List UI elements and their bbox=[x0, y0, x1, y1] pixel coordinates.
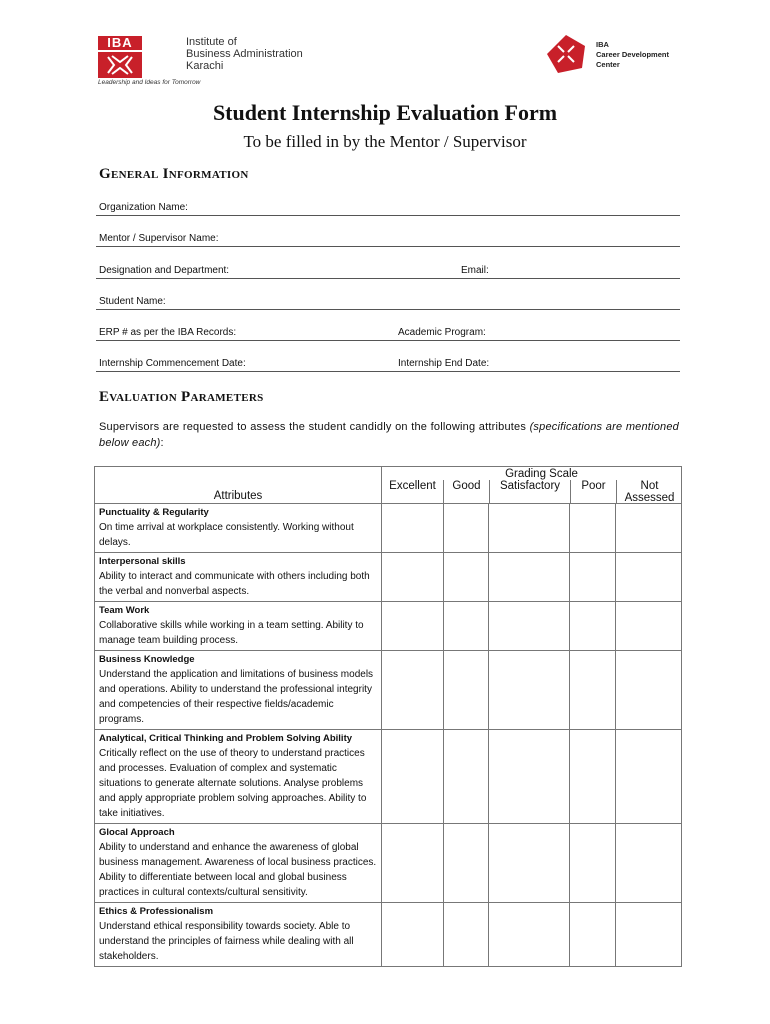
grade-cell-poor[interactable] bbox=[570, 651, 616, 730]
grade-cell-satisfactory[interactable] bbox=[489, 504, 570, 553]
attributes-header: Attributes bbox=[95, 467, 382, 504]
evaluation-parameters-heading: Evaluation Parameters bbox=[99, 389, 264, 405]
attribute-description: Collaborative skills while working in a team setting. Ability to manage team building process. bbox=[99, 620, 364, 646]
institute-line-3: Karachi bbox=[186, 60, 224, 72]
grade-cell-not-assessed[interactable] bbox=[616, 903, 682, 967]
iba-emblem-icon bbox=[98, 52, 142, 78]
grade-cell-good[interactable] bbox=[443, 553, 489, 602]
table-row bbox=[95, 730, 682, 824]
table-row bbox=[95, 824, 682, 903]
erp-label: ERP # as per the IBA Records: bbox=[99, 327, 237, 338]
attribute-cell bbox=[95, 651, 382, 730]
grade-cell-satisfactory[interactable] bbox=[489, 824, 570, 903]
intro-text: Supervisors are requested to assess the student candidly on the following attributes bbox=[99, 421, 530, 433]
evaluation-intro bbox=[99, 419, 679, 451]
designation-label: Designation and Department: bbox=[99, 265, 230, 276]
grade-labels bbox=[381, 480, 682, 504]
table-row bbox=[95, 504, 682, 553]
grade-cell-poor[interactable] bbox=[570, 730, 616, 824]
attribute-description: Critically reflect on the use of theory to understand practices and processes. Evaluation of complex and systematic situations to generate alternate solutions. Analyse problems and apply appropriate problem solving approaches. Ability to take initiatives. bbox=[99, 748, 367, 819]
cdc-line-1: IBA bbox=[596, 40, 609, 49]
dates-row[interactable] bbox=[96, 353, 680, 372]
grade-cell-satisfactory[interactable] bbox=[489, 602, 570, 651]
grade-cell-good[interactable] bbox=[443, 730, 489, 824]
grade-satisfactory: Satisfactory bbox=[489, 480, 570, 504]
table-row bbox=[95, 903, 682, 967]
grade-cell-good[interactable] bbox=[443, 903, 489, 967]
iba-logo bbox=[98, 36, 303, 76]
attribute-description: On time arrival at workplace consistently. Working without delays. bbox=[99, 522, 354, 548]
attribute-name: Ethics & Professionalism bbox=[99, 906, 214, 917]
erp-program-row[interactable] bbox=[96, 322, 680, 341]
attribute-name: Business Knowledge bbox=[99, 654, 195, 665]
form-title: Student Internship Evaluation Form bbox=[212, 100, 558, 125]
grade-cell-poor[interactable] bbox=[570, 903, 616, 967]
email-label: Email: bbox=[461, 265, 489, 276]
grade-cell-good[interactable] bbox=[443, 602, 489, 651]
general-information-heading: General Information bbox=[99, 166, 249, 182]
grade-cell-good[interactable] bbox=[443, 504, 489, 553]
grade-cell-poor[interactable] bbox=[570, 824, 616, 903]
attribute-description: Ability to interact and communicate with others including both the verbal and nonverbal aspects. bbox=[99, 571, 370, 597]
grade-cell-excellent[interactable] bbox=[382, 651, 444, 730]
grade-cell-satisfactory[interactable] bbox=[489, 903, 570, 967]
attribute-name: Glocal Approach bbox=[99, 827, 175, 838]
attribute-cell bbox=[95, 824, 382, 903]
attribute-name: Interpersonal skills bbox=[99, 556, 186, 567]
grade-cell-not-assessed[interactable] bbox=[616, 824, 682, 903]
designation-email-row[interactable] bbox=[96, 260, 680, 279]
grade-cell-poor[interactable] bbox=[570, 602, 616, 651]
grade-cell-excellent[interactable] bbox=[382, 903, 444, 967]
grade-cell-satisfactory[interactable] bbox=[489, 553, 570, 602]
intro-italic: (specifications are mentioned below each) bbox=[99, 421, 679, 449]
grade-good: Good bbox=[443, 480, 489, 504]
grade-not-assessed: Not Assessed bbox=[616, 480, 682, 504]
grade-cell-good[interactable] bbox=[443, 824, 489, 903]
intro-end: : bbox=[160, 437, 164, 449]
iba-tagline: Leadership and Ideas for Tomorrow bbox=[98, 79, 201, 86]
grade-cell-excellent[interactable] bbox=[382, 602, 444, 651]
form-subtitle: To be filled in by the Mentor / Supervisor bbox=[243, 132, 527, 151]
grade-cell-not-assessed[interactable] bbox=[616, 553, 682, 602]
grade-cell-not-assessed[interactable] bbox=[616, 504, 682, 553]
attribute-cell bbox=[95, 903, 382, 967]
grade-cell-good[interactable] bbox=[443, 651, 489, 730]
grade-cell-excellent[interactable] bbox=[382, 504, 444, 553]
attribute-name: Analytical, Critical Thinking and Problem Solving Ability bbox=[99, 733, 353, 744]
attribute-name: Punctuality & Regularity bbox=[99, 507, 209, 518]
cdc-line-2: Career Development bbox=[596, 50, 669, 59]
mentor-label: Mentor / Supervisor Name: bbox=[99, 233, 219, 244]
cdc-logo-icon bbox=[546, 34, 586, 74]
evaluation-table bbox=[94, 466, 682, 967]
grade-cell-poor[interactable] bbox=[570, 504, 616, 553]
iba-institute-name bbox=[186, 36, 303, 72]
table-row bbox=[95, 651, 682, 730]
grade-cell-not-assessed[interactable] bbox=[616, 602, 682, 651]
cdc-line-3: Center bbox=[596, 60, 620, 69]
student-label: Student Name: bbox=[99, 296, 166, 307]
organization-field[interactable] bbox=[96, 197, 680, 216]
student-field[interactable] bbox=[96, 291, 680, 310]
iba-logo-mark bbox=[98, 36, 138, 76]
grade-cell-satisfactory[interactable] bbox=[489, 730, 570, 824]
grade-cell-poor[interactable] bbox=[570, 553, 616, 602]
grade-excellent: Excellent bbox=[381, 480, 443, 504]
grade-cell-excellent[interactable] bbox=[382, 553, 444, 602]
grade-poor: Poor bbox=[570, 480, 616, 504]
attribute-cell bbox=[95, 730, 382, 824]
table-row bbox=[95, 553, 682, 602]
grading-scale-title: Grading Scale bbox=[505, 468, 578, 480]
table-row bbox=[95, 602, 682, 651]
grade-cell-not-assessed[interactable] bbox=[616, 730, 682, 824]
program-label: Academic Program: bbox=[398, 327, 486, 338]
attribute-name: Team Work bbox=[99, 605, 150, 616]
attribute-description: Ability to understand and enhance the awareness of global business management. Awareness of local business practices. Ability to differentiate between local and global business practices in cultural contexts/cultural sensitivity. bbox=[99, 842, 377, 898]
end-date-label: Internship End Date: bbox=[398, 358, 490, 369]
cdc-name bbox=[596, 40, 669, 70]
grade-cell-excellent[interactable] bbox=[382, 824, 444, 903]
attribute-cell bbox=[95, 602, 382, 651]
mentor-field[interactable] bbox=[96, 228, 680, 247]
attribute-description: Understand ethical responsibility towards society. Able to understand the principles of fairness while dealing with all stakeholders. bbox=[99, 921, 354, 962]
grade-cell-excellent[interactable] bbox=[382, 730, 444, 824]
grade-cell-not-assessed[interactable] bbox=[616, 651, 682, 730]
institute-line-2: Business Administration bbox=[186, 48, 303, 60]
grading-scale-header bbox=[382, 467, 682, 504]
start-date-label: Internship Commencement Date: bbox=[99, 358, 246, 369]
iba-logo-word: IBA bbox=[98, 36, 142, 50]
attribute-description: Understand the application and limitations of business models and operations. Ability to understand the professional integrity and competencies of their respective fields/academic programs. bbox=[99, 669, 374, 725]
organization-label: Organization Name: bbox=[99, 202, 188, 213]
grade-cell-satisfactory[interactable] bbox=[489, 651, 570, 730]
attribute-cell bbox=[95, 553, 382, 602]
institute-line-1: Institute of bbox=[186, 36, 237, 48]
attribute-cell bbox=[95, 504, 382, 553]
